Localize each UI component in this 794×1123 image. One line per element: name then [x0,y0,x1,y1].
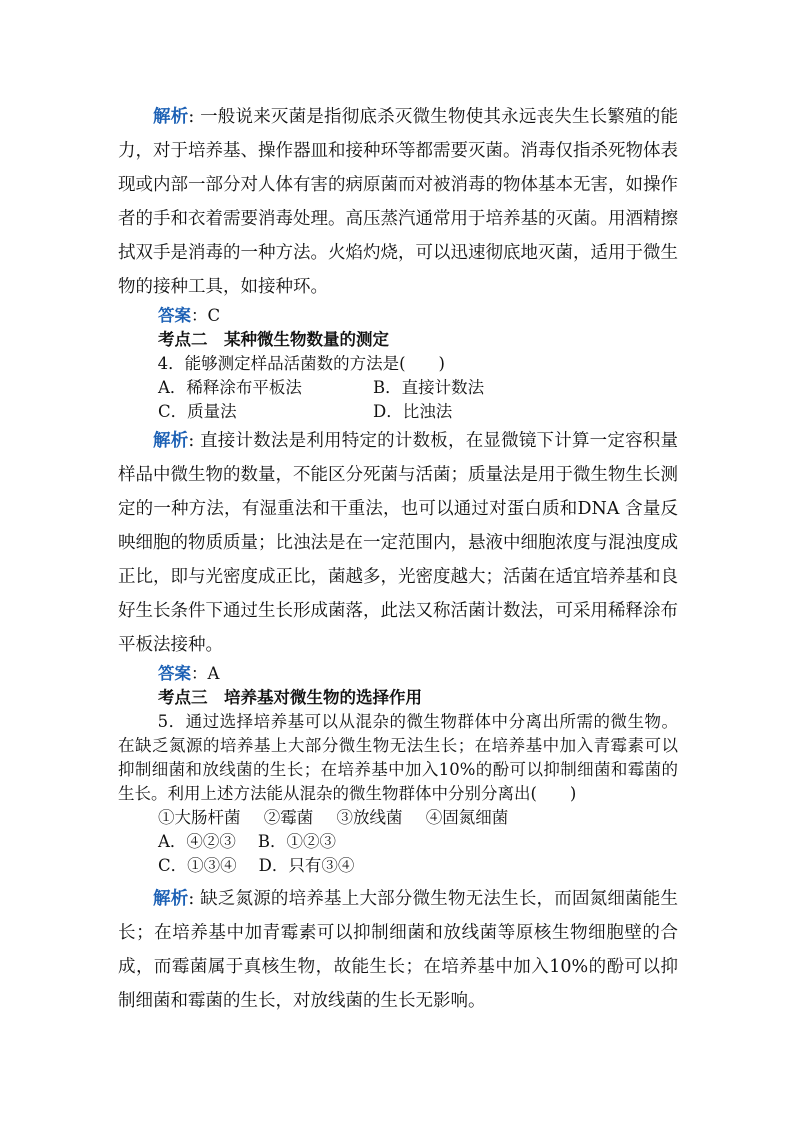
analysis-label: 解析 [153,107,189,127]
analysis-label: 解析 [153,889,189,909]
analysis-paragraph-1 [118,100,678,304]
analysis-paragraph-2 [118,424,678,662]
options-row-5a [118,830,678,854]
analysis-text: : 一般说来灭菌是指彻底杀灭微生物使其永远丧失生长繁殖的能力，对于培养基、操作器皿和接种环等都需要灭菌。消毒仅指杀死物体表现或内部一部分对人体有害的病原菌而对被消毒的物体基本无害，如操作者的手和衣着需要消毒处理。高压蒸汽通常用于培养基的灭菌。用酒精擦拭双手是消毒的一种方法。火焰灼烧，可以迅速彻底地灭菌，适用于微生物的接种工具，如接种环。 [118,107,678,297]
answer-label: 答案 [158,306,191,325]
item-1: ①大肠杆菌 [158,808,241,827]
answer-label: 答案 [158,664,191,683]
answer-line-1 [118,304,678,328]
item-4: ④固氮细菌 [425,808,509,827]
section-title-3: 考点三 培养基对微生物的选择作用 [158,688,422,707]
analysis-text: : 缺乏氮源的培养基上大部分微生物无法生长，而固氮细菌能生长；在培养基中加青霉素可以抑制细菌和放线菌等原核生物细胞壁的合成，而霉菌属于真核生物，故能生长；在培养基中加入10%的酚可以抑制细菌和霉菌的生长，对放线菌的生长无影响。 [118,889,678,1011]
options-row-4b [118,400,678,424]
option-b: B．直接计数法 [373,378,485,397]
answer-line-2 [118,662,678,686]
item-2: ②霉菌 [263,808,314,827]
analysis-text: : 直接计数法是利用特定的计数板，在显微镜下计算一定容积量样品中微生物的数量，不能区分死菌与活菌；质量法是用于微生物生长测定的一种方法，有湿重法和干重法，也可以通过对蛋白质和DNA 含量反映细胞的物质质量；比浊法是在一定范围内，悬液中细胞浓度与混浊度成正比，即与光密度成正比，菌越多，光密度越大；活菌在适宜培养基和良好生长条件下通过生长形成菌落，此法又称活菌计数法，可采用稀释涂布平板法接种。 [118,431,678,655]
section-title-2: 考点二 某种微生物数量的测定 [158,330,389,349]
options-row-4a [118,376,678,400]
item-3: ③放线菌 [336,808,403,827]
option-a: A．④②③ [158,832,236,851]
document-page [118,100,678,1018]
option-a: A．稀释涂布平板法 [158,378,302,397]
option-d: D．只有③④ [258,856,355,875]
question-5: 5．通过选择培养基可以从混杂的微生物群体中分离出所需的微生物。在缺乏氮源的培养基上大部分微生物无法生长；在培养基中加入青霉素可以抑制细菌和放线菌的生长；在培养基中加入10%的酚可以抑制细菌和霉菌的生长。利用上述方法能从混杂的微生物群体中分别分离出( ) [118,712,678,803]
analysis-paragraph-3 [118,882,678,1018]
option-c: C．质量法 [158,402,237,421]
analysis-label: 解析 [153,431,189,451]
option-c: C．①③④ [158,856,237,875]
item-list-5 [118,806,678,830]
option-b: B．①②③ [257,832,337,851]
answer-value: ：C [191,306,221,325]
option-d: D．比浊法 [373,402,453,421]
answer-value: ：A [191,664,220,683]
question-4: 4．能够测定样品活菌数的方法是( ) [157,354,445,373]
options-row-5b [118,854,678,878]
